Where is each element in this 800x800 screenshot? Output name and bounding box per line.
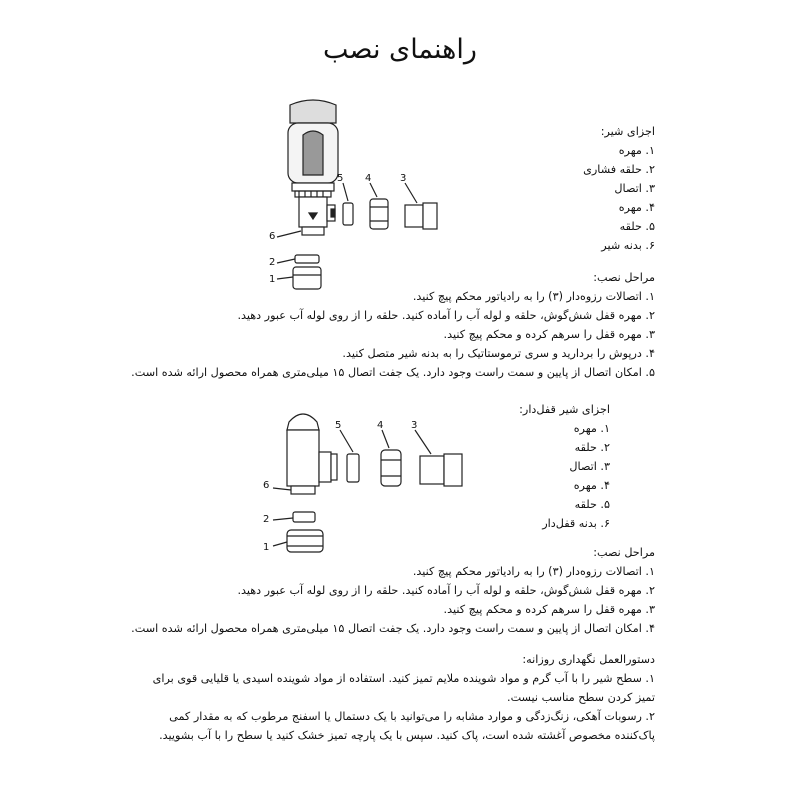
lockshield-parts-heading: اجزای شیر قفل‌دار: [519,403,610,416]
care-heading: دستورالعمل نگهداری روزانه: [522,653,655,666]
list-item: ۲. مهره قفل شش‌گوش، حلقه و لوله آب را آماده کنید. حلقه را از روی لوله آب عبور دهید. [237,584,655,597]
install-heading-2: مراحل نصب: [593,546,655,559]
lockshield-parts-list [390,400,610,533]
list-item: ۳. مهره قفل را سرهم کرده و محکم پیچ کنید. [443,328,655,341]
list-item: ۱. اتصالات رزوه‌دار (۳) را به رادیاتور محکم پیچ کنید. [412,290,655,303]
list-item: ۳. اتصال [614,182,655,195]
install-steps-1 [95,268,655,382]
list-item: ۱. اتصالات رزوه‌دار (۳) را به رادیاتور محکم پیچ کنید. [412,565,655,578]
list-item: ۵. حلقه [619,220,655,233]
label-1: 1 [269,274,276,285]
list-item: ۱. سطح شیر را با آب گرم و مواد شوینده ملایم تمیز کنید. استفاده از مواد شوینده اسیدی یا قلیایی قوی برای تمیز کردن سطح مناسب نیست. [152,672,655,704]
list-item: ۶. بدنه قفل‌دار [542,517,610,530]
install-heading-1: مراحل نصب: [593,271,655,284]
list-item: ۲. رسوبات آهکی، زنگ‌زدگی و موارد مشابه را می‌توانید با یک دستمال یا اسفنج مرطوب که به مقدار کمی پاک‌کننده مخصوص آغشته شده است، پاک کنید. سپس با یک پارچه تمیز خشک کنید یا سطح را با آب بشویید. [159,710,655,742]
list-item: ۲. مهره قفل شش‌گوش، حلقه و لوله آب را آماده کنید. حلقه را از روی لوله آب عبور دهید. [237,309,655,322]
label-1: 1 [263,542,270,553]
list-item: ۲. حلقه فشاری [583,163,655,176]
list-item: ۳. مهره قفل را سرهم کرده و محکم پیچ کنید. [443,603,655,616]
valve-parts-list [435,122,655,255]
valve-parts-heading: اجزای شیر: [600,125,655,138]
list-item: ۴. مهره [618,201,655,214]
list-item: ۳. اتصال [569,460,610,473]
list-item: ۵. امکان اتصال از پایین و سمت راست وجود دارد. یک جفت اتصال ۱۵ میلی‌متری همراه محصول ارائه شده است. [131,366,655,379]
label-5: 5 [335,420,342,431]
page-title: راهنمای نصب [323,34,477,65]
daily-care-section [145,650,655,745]
label-3: 3 [411,420,418,431]
label-3: 3 [400,173,407,184]
list-item: ۵. حلقه [574,498,610,511]
list-item: ۶. بدنه شیر [601,239,655,252]
label-2: 2 [269,257,276,268]
list-item: ۴. امکان اتصال از پایین و سمت راست وجود دارد. یک جفت اتصال ۱۵ میلی‌متری همراه محصول ارائه شده است. [131,622,655,635]
list-item: ۱. مهره [618,144,655,157]
install-steps-2 [95,543,655,638]
label-4: 4 [365,173,372,184]
label-6: 6 [263,480,270,491]
list-item: ۴. درپوش را بردارید و سری ترموستاتیک را به بدنه شیر متصل کنید. [342,347,655,360]
label-4: 4 [377,420,384,431]
list-item: ۴. مهره [573,479,610,492]
label-5: 5 [337,173,344,184]
list-item: ۲. حلقه [574,441,610,454]
label-6: 6 [269,231,276,242]
list-item: ۱. مهره [573,422,610,435]
label-2: 2 [263,514,270,525]
